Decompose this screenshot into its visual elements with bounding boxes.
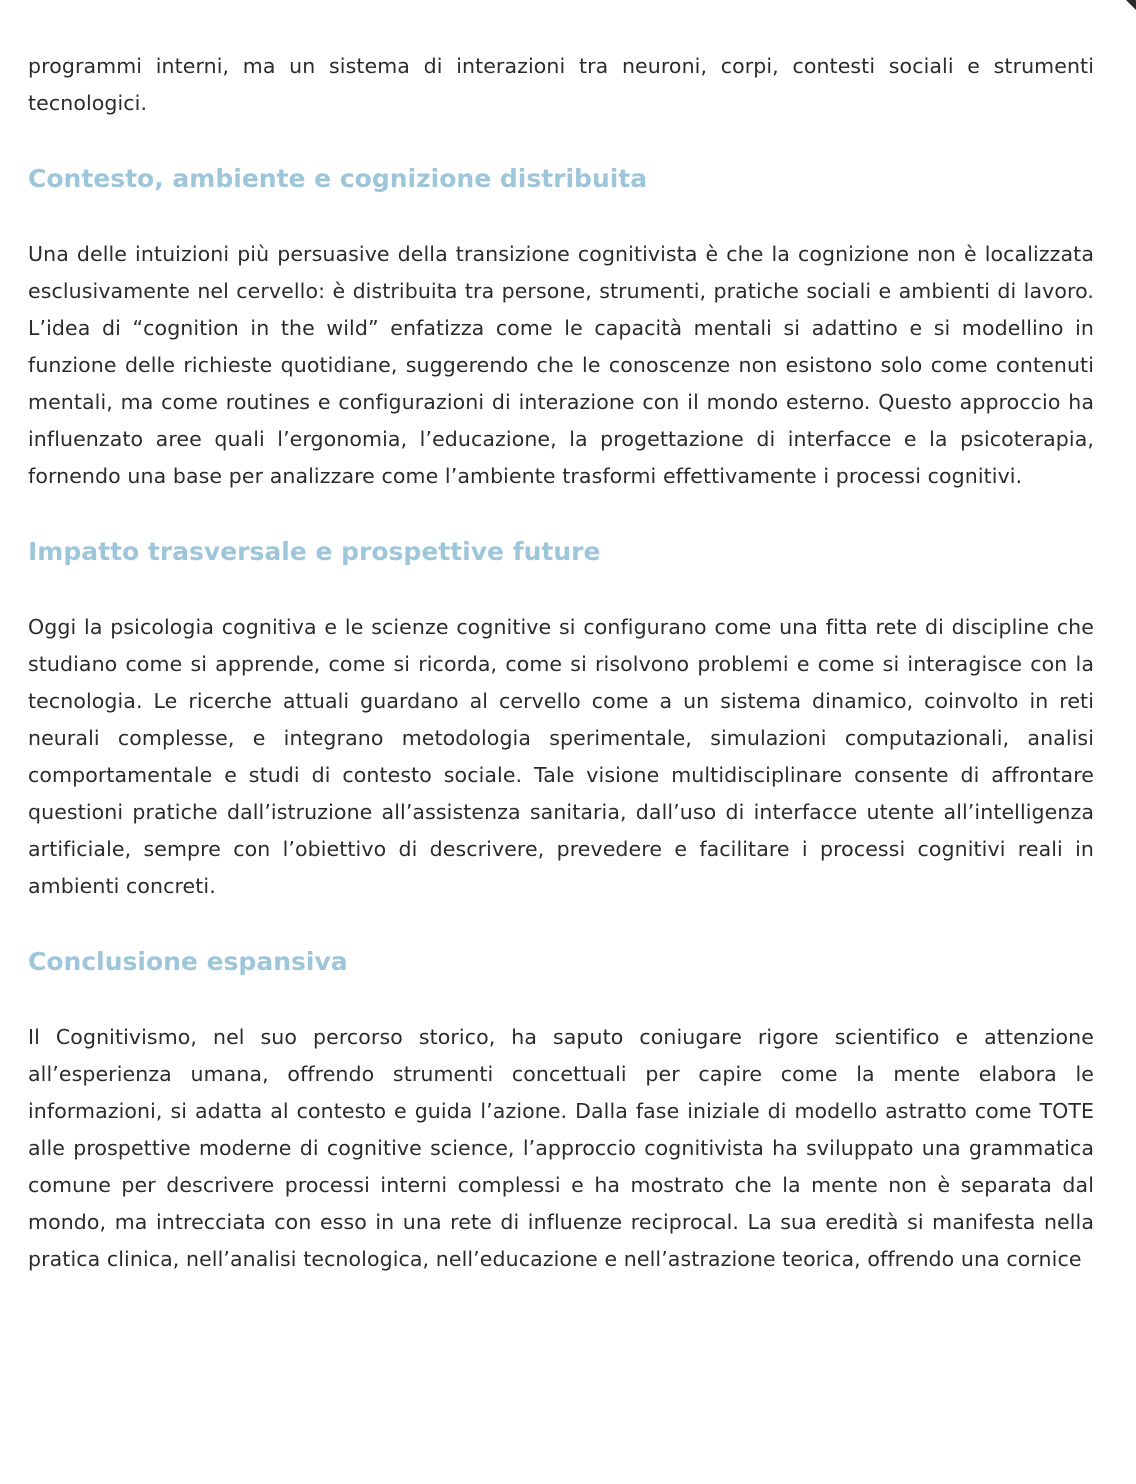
window-corner-mark xyxy=(1126,0,1136,10)
section-contesto xyxy=(28,122,1094,495)
section-heading: Impatto trasversale e prospettive future xyxy=(28,537,601,566)
intro-paragraph: programmi interni, ma un sistema di interazioni tra neuroni, corpi, contesti sociali e strumenti tecnologici. xyxy=(28,54,1094,115)
section-heading: Conclusione espansiva xyxy=(28,947,348,976)
article-body xyxy=(28,48,1094,1278)
section-impatto xyxy=(28,495,1094,905)
section-paragraph: Una delle intuizioni più persuasive della transizione cognitivista è che la cognizione non è localizzata esclusivamente nel cervello: è distribuita tra persone, strumenti, pratiche sociali e ambienti di lavoro. L’idea di “cognition in the wild” enfatizza come le capacità mentali si adattino e si modellino in funzione delle richieste quotidiane, suggerendo che le conoscenze non esistono solo come contenuti mentali, ma come routines e configurazioni di interazione con il mondo esterno. Questo approccio ha influenzato aree quali l’ergonomia, l’educazione, la progettazione di interfacce e la psicoterapia, fornendo una base per analizzare come l’ambiente trasformi effettivamente i processi cognitivi. xyxy=(28,242,1094,488)
section-heading: Contesto, ambiente e cognizione distribuita xyxy=(28,164,648,193)
section-conclusione xyxy=(28,905,1094,1278)
section-paragraph: Oggi la psicologia cognitiva e le scienze cognitive si configurano come una fitta rete di discipline che studiano come si apprende, come si ricorda, come si risolvono problemi e come si interagisce con la tecnologia. Le ricerche attuali guardano al cervello come a un sistema dinamico, coinvolto in reti neurali complesse, e integrano metodologia sperimentale, simulazioni computazionali, analisi comportamentale e studi di contesto sociale. Tale visione multidisciplinare consente di affrontare questioni pratiche dall’istruzione all’assistenza sanitaria, dall’uso di interfacce utente all’intelligenza artificiale, sempre con l’obiettivo di descrivere, prevedere e facilitare i processi cognitivi reali in ambienti concreti. xyxy=(28,615,1094,898)
section-paragraph: Il Cognitivismo, nel suo percorso storico, ha saputo coniugare rigore scientifico e attenzione all’esperienza umana, offrendo strumenti concettuali per capire come la mente elabora le informazioni, si adatta al contesto e guida l’azione. Dalla fase iniziale di modello astratto come TOTE alle prospettive moderne di cognitive science, l’approccio cognitivista ha sviluppato una grammatica comune per descrivere processi interni complessi e ha mostrato che la mente non è separata dal mondo, ma intrecciata con esso in una rete di influenze reciprocal. La sua eredità si manifesta nella pratica clinica, nell’analisi tecnologica, nell’educazione e nell’astrazione teorica, offrendo una cornice xyxy=(28,1025,1094,1271)
